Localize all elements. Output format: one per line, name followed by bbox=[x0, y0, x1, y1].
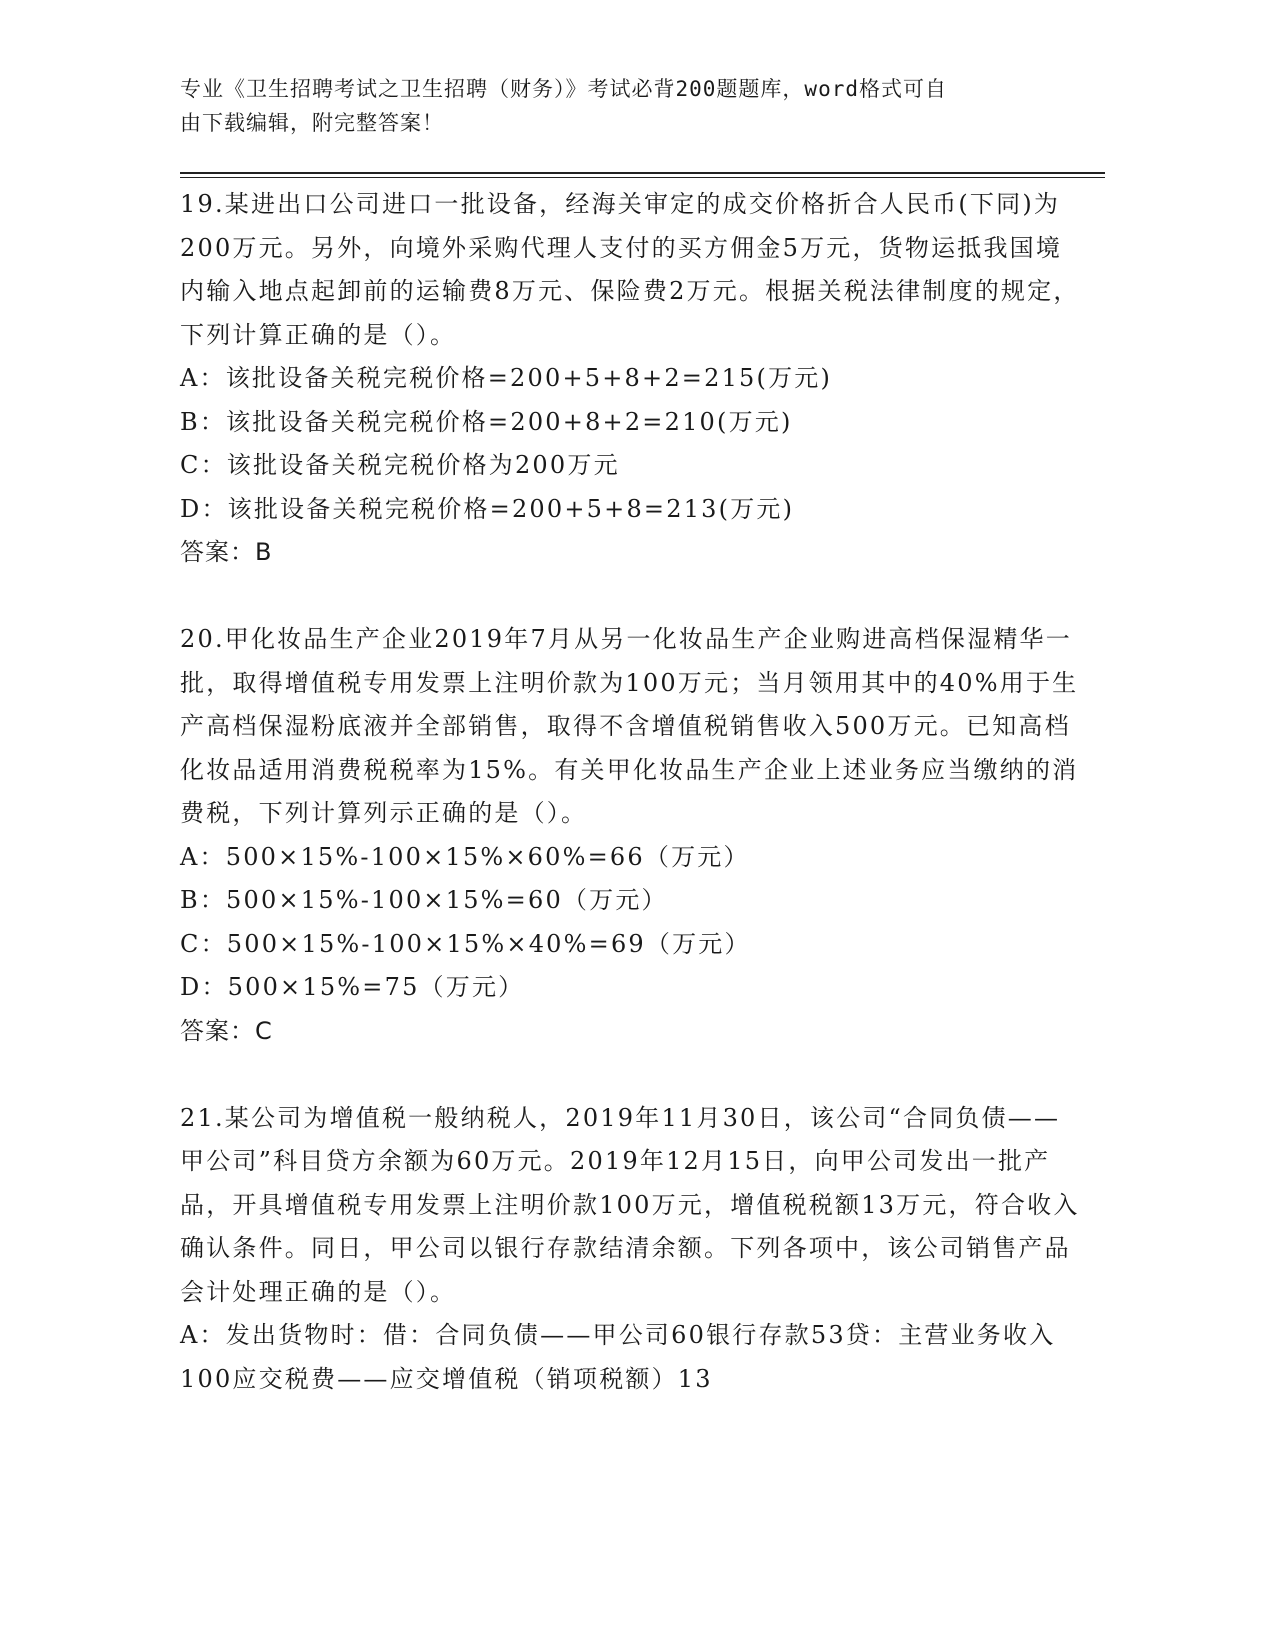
question-text: 20.甲化妆品生产企业2019年7月从另一化妆品生产企业购进高档保湿精华一批，取得增值税专用发票上注明价款为100万元；当月领用其中的40%用于生产高档保湿粉底液并全部销售，取得不含增值税销售收入500万元。已知高档化妆品适用消费税税率为15%。有关甲化妆品生产企业上述业务应当缴纳的消费税，下列计算列示正确的是（）。 bbox=[180, 625, 1079, 827]
option-b: B：500×15%-100×15%=60（万元） bbox=[180, 886, 668, 914]
questions-list bbox=[180, 183, 1085, 1401]
header-title-line-1: 专业《卫生招聘考试之卫生招聘（财务）》考试必背200题题库，word格式可自 bbox=[180, 77, 947, 101]
header-divider-thin bbox=[180, 177, 1105, 178]
question-19 bbox=[180, 183, 1085, 575]
option-a: A：该批设备关税完税价格=200+5+8+2=215(万元) bbox=[180, 364, 833, 392]
question-spacer bbox=[180, 575, 1085, 619]
option-c: C：该批设备关税完税价格为200万元 bbox=[180, 451, 620, 479]
option-b: B：该批设备关税完税价格=200+8+2=210(万元) bbox=[180, 407, 793, 436]
header-divider-thick bbox=[180, 172, 1105, 174]
answer: 答案：B bbox=[180, 538, 273, 566]
document-header bbox=[180, 72, 1060, 140]
question-20 bbox=[180, 618, 1085, 1053]
option-d: D：500×15%=75（万元） bbox=[180, 973, 525, 1001]
question-spacer bbox=[180, 1053, 1085, 1097]
header-title-line-2: 由下载编辑，附完整答案！ bbox=[180, 111, 444, 135]
question-21 bbox=[180, 1097, 1085, 1402]
option-c: C：500×15%-100×15%×40%=69（万元） bbox=[180, 929, 751, 958]
option-a: A：500×15%-100×15%×60%=66（万元） bbox=[180, 842, 750, 871]
question-text: 21.某公司为增值税一般纳税人，2019年11月30日，该公司“合同负债——甲公司”科目贷方余额为60万元。2019年12月15日，向甲公司发出一批产品，开具增值税专用发票上注明价款100万元，增值税税额13万元，符合收入确认条件。同日，甲公司以银行存款结清余额。下列各项中，该公司销售产品会计处理正确的是（）。 bbox=[180, 1103, 1080, 1306]
question-text: 19.某进出口公司进口一批设备，经海关审定的成交价格折合人民币(下同)为200万元。另外，向境外采购代理人支付的买方佣金5万元，货物运抵我国境内输入地点起卸前的运输费8万元、保险费2万元。根据关税法律制度的规定，下列计算正确的是（）。 bbox=[180, 190, 1080, 349]
answer: 答案：C bbox=[180, 1016, 273, 1045]
option-a: A：发出货物时：借：合同负债——甲公司60银行存款53贷：主营业务收入100应交税费——应交增值税（销项税额）13 bbox=[180, 1321, 1056, 1393]
option-d: D：该批设备关税完税价格=200+5+8=213(万元) bbox=[180, 494, 795, 523]
